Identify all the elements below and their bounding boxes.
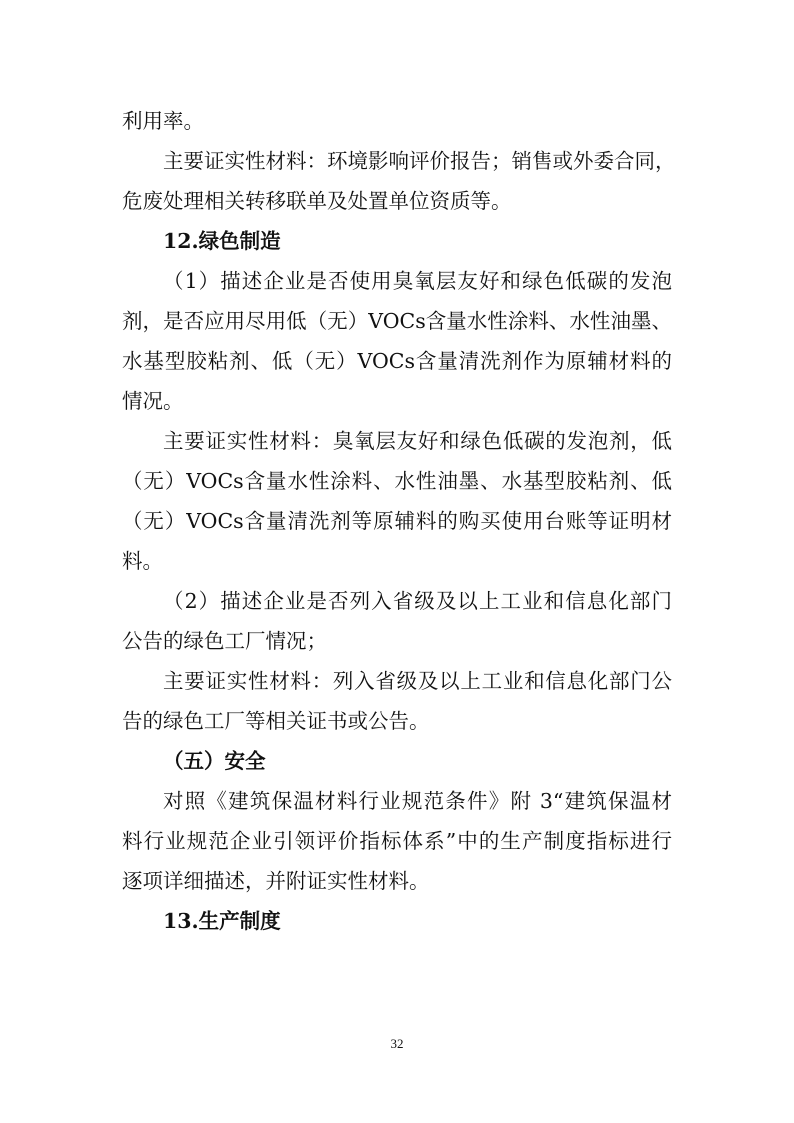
section-heading: 13.生产制度 [163,909,281,933]
body-text-line: （1）描述企业是否使用臭氧层友好和绿色低碳的发泡 [163,269,672,293]
body-text-line: 告的绿色工厂等相关证书或公告。 [122,709,430,733]
body-text-line: 对照《建筑保温材料行业规范条件》附 3“建筑保温材 [163,789,672,813]
body-text-line: 逐项详细描述，并附证实性材料。 [122,869,430,893]
section-heading: 12.绿色制造 [163,229,281,253]
body-text-line: 利用率。 [122,109,204,133]
body-text-line: （无）VOCs含量清洗剂等原辅料的购买使用台账等证明材 [122,509,672,533]
body-text-line: 危废处理相关转移联单及处置单位资质等。 [122,189,512,213]
body-text-line: 剂，是否应用尽用低（无）VOCs含量水性涂料、水性油墨、 [122,309,672,333]
body-text-line: （无）VOCs含量水性涂料、水性油墨、水基型胶粘剂、低 [122,469,672,493]
body-text-line: （2）描述企业是否列入省级及以上工业和信息化部门 [163,589,672,613]
body-text-line: 情况。 [122,389,184,413]
body-text-line: 主要证实性材料：列入省级及以上工业和信息化部门公 [163,669,672,693]
body-text-line: 主要证实性材料：臭氧层友好和绿色低碳的发泡剂，低 [163,429,672,453]
body-text-line: 料。 [122,549,163,573]
page-number: 32 [390,1036,404,1051]
body-text-line: 料行业规范企业引领评价指标体系”中的生产制度指标进行 [122,829,672,853]
body-text-line: 水基型胶粘剂、低（无）VOCs含量清洗剂作为原辅材料的 [122,349,672,373]
body-text-line: 公告的绿色工厂情况； [122,629,327,653]
section-heading: （五）安全 [163,749,266,773]
body-text-line: 主要证实性材料：环境影响评价报告；销售或外委合同， [163,149,676,173]
